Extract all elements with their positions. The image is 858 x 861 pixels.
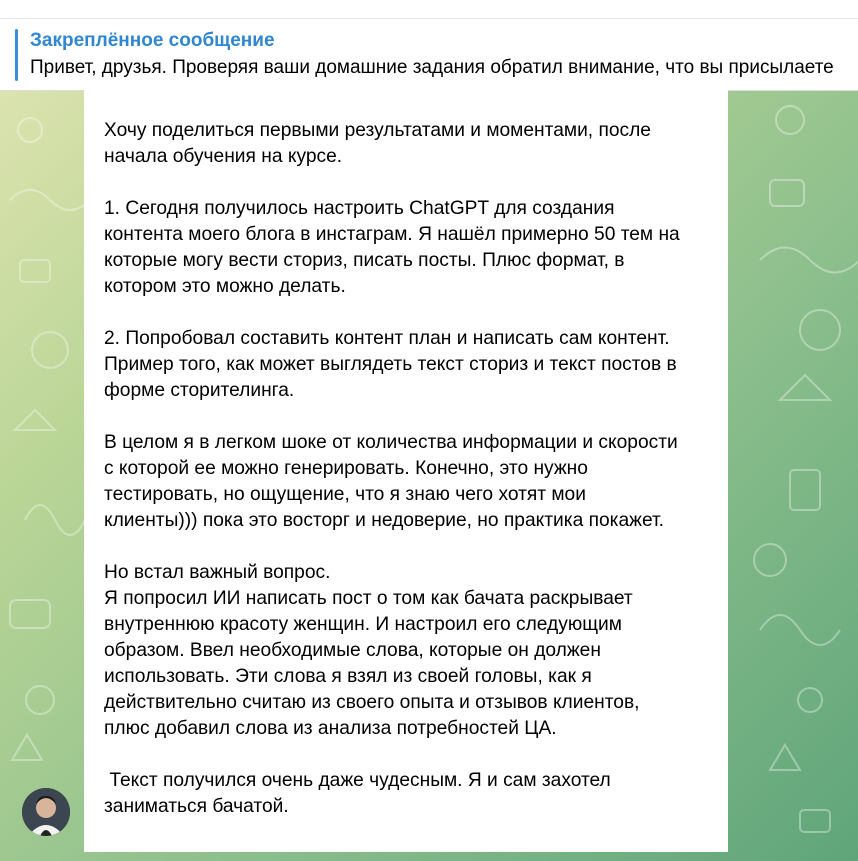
top-header-strip [0,0,858,19]
message-bubble[interactable] [84,88,728,852]
pinned-preview-text: Привет, друзья. Проверяя ваши домашние задания обратил внимание, что вы присылаете [30,57,834,78]
pinned-title: Закреплённое сообщение [30,30,275,51]
user-avatar[interactable] [22,788,70,836]
pinned-accent-bar [15,29,18,81]
pinned-message-bar[interactable] [0,19,858,91]
avatar-photo-icon [22,788,70,836]
message-text: Хочу поделиться первыми результатами и моментами, после начала обучения на курсе. 1. Сегодня получилось настроить ChatGPT для создания контента моего блога в инстаграм. Я нашёл примерно 50 тем на которые могу вести сториз, писать посты. Плюс формат, в котором это можно делать. 2. Попробовал составить контент план и написать сам контент. Пример того, как может выглядеть текст сториз и текст постов в форме сторителинга. В целом я в легком шоке от количества информации и скорости с которой ее можно генерировать. Конечно, это нужно тестировать, но ощущение, что я знаю чего хотят мои клиенты))) пока это восторг и недоверие, но практика покажет. Но встал важный вопрос. Я попросил ИИ написать пост о том как бачата раскрывает внутреннюю красоту женщин. И настроил его следующим образом. Ввел необходимые слова, которые он должен использовать. Эти слова я взял из своей головы, как я действительно считаю из своего опыта и отзывов клиентов, плюс добавил слова из анализа потребностей ЦА. Текст получился очень даже чудесным. Я и сам захотел заниматься бачатой. [104,120,680,817]
